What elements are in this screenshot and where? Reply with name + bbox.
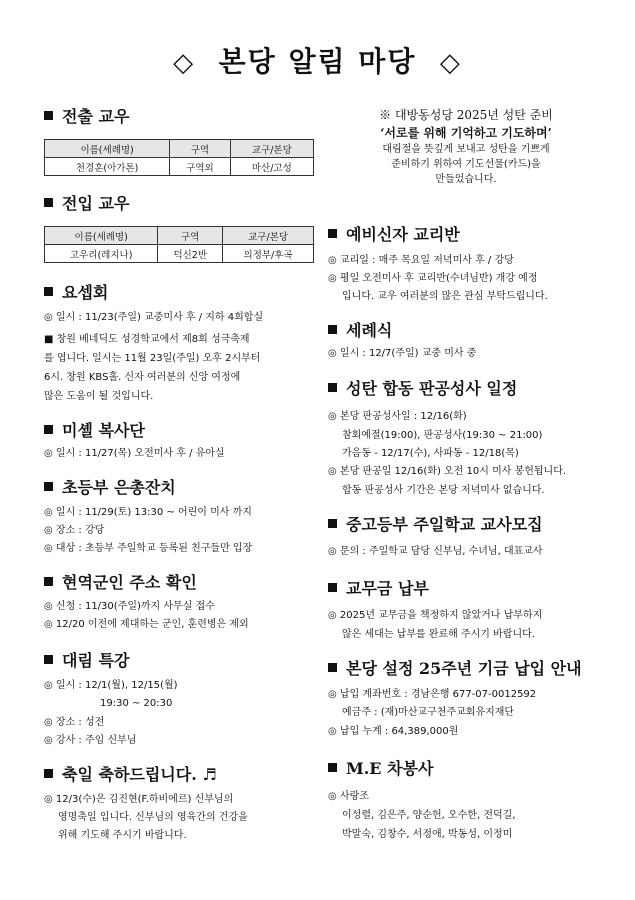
feast-line: 영명축일 입니다. 신부님의 영육간의 건강을 (58, 812, 248, 823)
section-heading-me-service: M.E 차봉사 (328, 756, 433, 779)
joseph-line: ■ 창원 베네딕도 성경학교에서 제8회 성극축제 (44, 334, 250, 345)
advent-lecture-line: 19:30 ~ 20:30 (100, 698, 173, 709)
baptism-line: ◎ 일시 : 12/7(주일) 교중 미사 중 (328, 348, 477, 359)
me-service-line: 박말숙, 김창수, 서정애, 박동성, 이정미 (342, 829, 513, 840)
section-heading-dues: 교무금 납부 (328, 576, 429, 599)
table-header-row (45, 227, 314, 245)
penance-line: 합동 판공성사 기간은 본당 저녁미사 없습니다. (342, 485, 545, 496)
table-cell: 구역외 (170, 158, 230, 176)
square-bullet-icon (44, 655, 53, 664)
advent-lecture-line: ◎ 강사 : 주임 신부님 (44, 735, 137, 746)
diamond-left-icon: ◇ (173, 48, 196, 78)
section-heading-teachers: 중고등부 주일학교 교사모집 (328, 512, 543, 535)
square-bullet-icon (44, 577, 53, 586)
elementary-line: ◎ 대상 : 초등부 주일학교 등록된 친구들만 입장 (44, 543, 253, 554)
christmas-notice-text: 대림절을 뜻깊게 보내고 성탄을 기쁘게 (382, 144, 550, 155)
table-header-cell: 이름(세례명) (45, 227, 158, 245)
page-title-text: 본당 알림 마당 (218, 45, 417, 78)
table-header-cell: 이름(세례명) (45, 140, 170, 158)
square-bullet-icon (44, 287, 53, 296)
teachers-line: ◎ 문의 : 주일학교 담당 신부님, 수녀님, 대표교사 (328, 546, 543, 557)
joseph-line: 6시. 창원 KBS홀. 신자 여러분의 신앙 여정에 (44, 372, 241, 383)
table-cell: 마산/고성 (230, 158, 313, 176)
table-row (45, 245, 314, 263)
feast-line: ◎ 12/3(수)은 김진현(F.하비에르) 신부님의 (44, 794, 234, 805)
square-bullet-icon (328, 663, 337, 672)
penance-line: 가음동 - 12/17(수), 사파동 - 12/18(목) (342, 448, 519, 459)
christmas-notice-title: ※ 대방동성당 2025년 성탄 준비 (379, 108, 553, 122)
section-heading-soldier: 현역군인 주소 확인 (44, 570, 197, 593)
square-bullet-icon (328, 519, 337, 528)
table-header-row (45, 140, 314, 158)
christmas-notice-slogan: ‘서로를 위해 기억하고 기도하며’ (380, 126, 552, 140)
catechumen-line: 입니다. 교우 여러분의 많은 관심 부탁드립니다. (342, 291, 548, 302)
christmas-notice (328, 106, 604, 187)
square-bullet-icon (44, 111, 53, 120)
table-header-cell: 교구/본당 (230, 140, 313, 158)
soldier-line: ◎ 신청 : 11/30(주일)까지 사무실 접수 (44, 601, 215, 612)
table-cell: 의정부/후곡 (223, 245, 314, 263)
me-service-line: 이성렬, 김은주, 양순헌, 오수한, 전덕길, (342, 810, 516, 821)
penance-line: 참회예절(19:00), 판공성사(19:30 ~ 21:00) (342, 430, 543, 441)
square-bullet-icon (328, 583, 337, 592)
table-cell: 천경훈(아가톤) (45, 158, 170, 176)
anniversary-line: ◎ 납입 누계 : 64,389,000원 (328, 726, 459, 737)
table-header-cell: 구역 (170, 140, 230, 158)
square-bullet-icon (328, 763, 337, 772)
christmas-notice-text: 만들었습니다. (435, 174, 497, 185)
table-row (45, 158, 314, 176)
catechumen-line: ◎ 평일 오전미사 후 교리반(수녀님반) 개강 예정 (328, 273, 538, 284)
diamond-right-icon: ◇ (439, 48, 462, 78)
section-heading-elementary: 초등부 은총잔치 (44, 475, 176, 498)
dues-line: ◎ 2025년 교무금을 책정하지 않았거나 납부하지 (328, 610, 543, 621)
square-bullet-icon (44, 198, 53, 207)
section-heading-michel: 미셸 복사단 (44, 418, 145, 441)
anniversary-line: ◎ 납입 계좌번호 : 경남은행 677-07-0012592 (328, 689, 537, 700)
section-heading-feast: 축일 축하드립니다. ♬ (44, 762, 217, 785)
joseph-line: ◎ 일시 : 11/23(주일) 교중미사 후 / 지하 4회합실 (44, 312, 264, 323)
section-heading-advent-lecture: 대림 특강 (44, 648, 129, 671)
page-title (0, 40, 635, 80)
section-heading-penance: 성탄 합동 판공성사 일정 (328, 376, 517, 399)
square-bullet-icon (328, 325, 337, 334)
anniversary-line: 예금주 : (재)마산교구천주교회유지재단 (342, 707, 515, 718)
joseph-line: 를 엽니다. 일시는 11월 23일(주일) 오후 2시부터 (44, 353, 261, 364)
section-heading-transfer-in: 전입 교우 (44, 191, 129, 214)
table-cell: 고우리(레지나) (45, 245, 158, 263)
square-bullet-icon (44, 425, 53, 434)
advent-lecture-line: ◎ 일시 : 12/1(월), 12/15(월) (44, 680, 178, 691)
section-heading-baptism: 세례식 (328, 318, 392, 341)
square-bullet-icon (328, 229, 337, 238)
penance-line: ◎ 본당 판공성사일 : 12/16(화) (328, 411, 467, 422)
square-bullet-icon (328, 383, 337, 392)
section-heading-catechumen: 예비신자 교리반 (328, 222, 460, 245)
square-bullet-icon (44, 482, 53, 491)
elementary-line: ◎ 일시 : 11/29(토) 13:30 ~ 어린이 미사 까지 (44, 507, 252, 518)
penance-line: ◎ 본당 판공일 12/16(화) 오전 10시 미사 봉헌됩니다. (328, 466, 567, 477)
table-header-cell: 구역 (158, 227, 223, 245)
feast-line: 위해 기도해 주시기 바랍니다. (58, 830, 187, 841)
transfer-out-table (44, 139, 314, 176)
elementary-line: ◎ 장소 : 강당 (44, 525, 105, 536)
me-service-line: ◎ 사랑조 (328, 791, 369, 802)
dues-line: 않은 세대는 납부를 완료해 주시기 바랍니다. (342, 629, 535, 640)
joseph-line: 많은 도움이 될 것입니다. (44, 391, 154, 402)
section-heading-joseph: 요셉회 (44, 280, 108, 303)
square-bullet-icon (44, 769, 53, 778)
table-cell: 덕신2반 (158, 245, 223, 263)
section-heading-anniversary: 본당 설정 25주년 기금 납입 안내 (328, 656, 582, 679)
soldier-line: ◎ 12/20 이전에 제대하는 군인, 훈련병은 제외 (44, 619, 249, 630)
michel-line: ◎ 일시 : 11/27(목) 오전미사 후 / 유아실 (44, 448, 225, 459)
advent-lecture-line: ◎ 장소 : 성전 (44, 717, 105, 728)
section-heading-transfer-out: 전출 교우 (44, 104, 129, 127)
catechumen-line: ◎ 교리일 : 매주 목요일 저녁미사 후 / 강당 (328, 255, 514, 266)
christmas-notice-text: 준비하기 위하여 기도선물(카드)을 (391, 159, 541, 170)
transfer-in-table (44, 226, 314, 263)
table-header-cell: 교구/본당 (223, 227, 314, 245)
